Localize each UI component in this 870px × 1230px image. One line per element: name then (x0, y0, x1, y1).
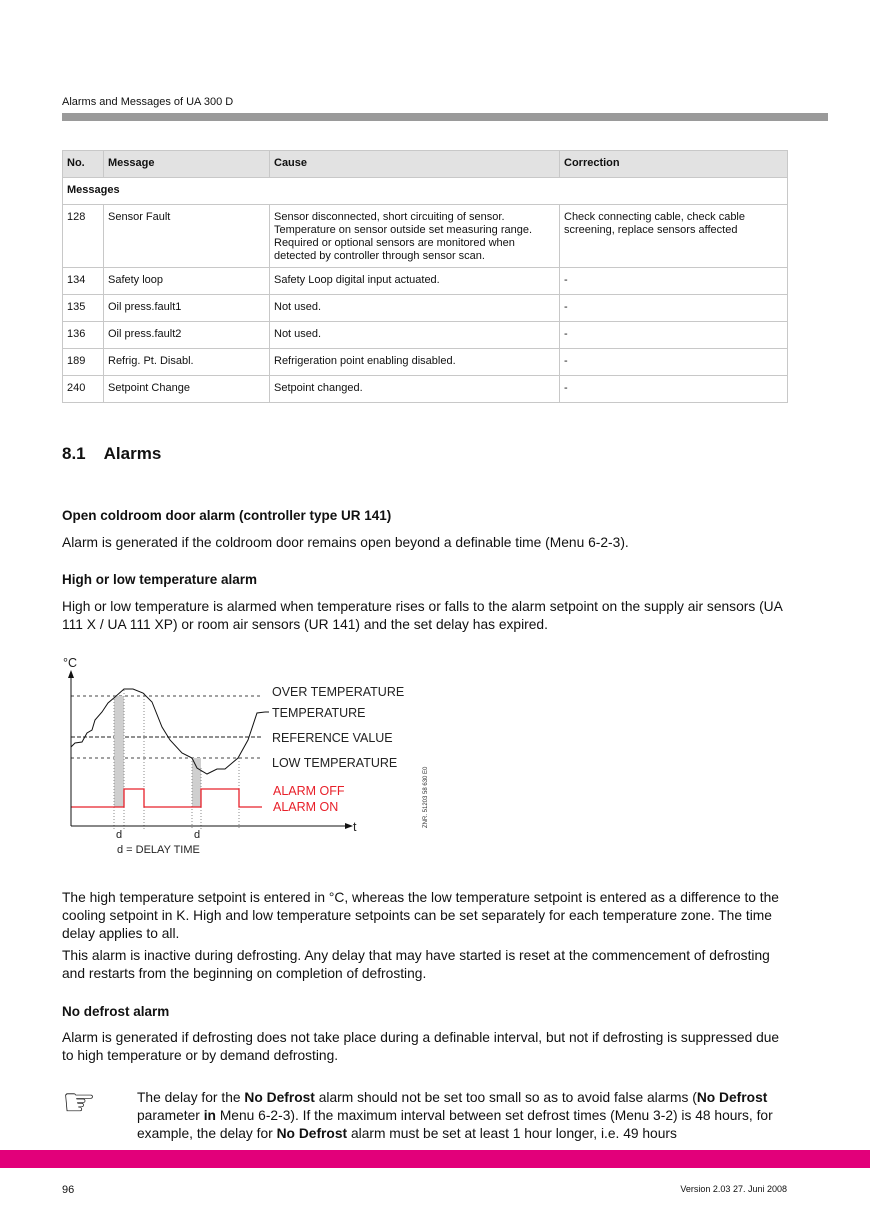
y-unit: °C (63, 656, 78, 670)
temperature-curve (71, 689, 265, 774)
table-row (63, 322, 788, 349)
table-row (63, 295, 788, 322)
cell-message: Sensor Fault (104, 205, 270, 268)
table-row (63, 349, 788, 376)
section-heading (62, 444, 179, 464)
defrost-heading: No defrost alarm (62, 1004, 170, 1019)
cell-message: Oil press.fault2 (104, 322, 270, 349)
table-row (63, 376, 788, 403)
cell-message: Safety loop (104, 268, 270, 295)
col-no: No. (63, 151, 104, 178)
door-heading: Open coldroom door alarm (controller type UR 141) (62, 508, 392, 523)
cell-cause: Setpoint changed. (270, 376, 560, 403)
running-header: Alarms and Messages of UA 300 D (62, 96, 234, 108)
label-alarm-off: ALARM OFF (273, 784, 345, 798)
alarm-signal (71, 789, 262, 807)
label-reference: REFERENCE VALUE (272, 731, 393, 745)
delay-shade-1 (114, 696, 124, 807)
x-unit: t (353, 820, 357, 834)
label-over: OVER TEMPERATURE (272, 685, 405, 699)
col-correction: Correction (560, 151, 788, 178)
delay-legend: d = DELAY TIME (117, 844, 200, 856)
header-bar (62, 113, 828, 121)
y-axis-arrow-icon (68, 670, 74, 678)
cell-cause: Refrigeration point enabling disabled. (270, 349, 560, 376)
footer-bar (0, 1150, 870, 1168)
cell-no: 134 (63, 268, 104, 295)
col-message: Message (104, 151, 270, 178)
delay-shade-2 (192, 758, 201, 807)
cell-no: 189 (63, 349, 104, 376)
cell-message: Oil press.fault1 (104, 295, 270, 322)
pointing-hand-icon: ☞ (62, 1082, 97, 1124)
temperature-alarm-diagram (55, 650, 445, 860)
version-info: Version 2.03 27. Juni 2008 (680, 1184, 787, 1194)
cell-cause: Not used. (270, 322, 560, 349)
cell-no: 135 (63, 295, 104, 322)
cell-message: Refrig. Pt. Disabl. (104, 349, 270, 376)
x-axis-arrow-icon (345, 823, 353, 829)
note-text: The delay for the No Defrost alarm should not be set too small so as to avoid false alarms (No Defrost parameter in Menu 6-2-3). If the maximum interval between set defrost times (Menu 3-2) is 48 hours, for example, the delay for No Defrost alarm must be set at least 1 hour longer, i.e. 49 hours (137, 1090, 773, 1141)
cell-no: 128 (63, 205, 104, 268)
cell-correction: Check connecting cable, check cable screening, replace sensors affected (560, 205, 788, 268)
temp-text-2: The high temperature setpoint is entered in °C, whereas the low temperature setpoint is entered as a difference to the cooling setpoint in K. High and low temperature setpoints can be set separately for each temperature zone. The time delay applies to all. (62, 890, 779, 941)
cell-cause: Not used. (270, 295, 560, 322)
label-alarm-on: ALARM ON (273, 800, 339, 814)
cell-cause: Safety Loop digital input actuated. (270, 268, 560, 295)
defrost-text: Alarm is generated if defrosting does not take place during a definable interval, but not if defrosting is suppressed due to high temperature or by demand defrosting. (62, 1030, 780, 1063)
figure-code: ZNR. 51203 58 630 E0 (423, 766, 429, 828)
cell-cause: Sensor disconnected, short circuiting of sensor. Temperature on sensor outside set measuring range. Required or optional sensors are monitored when detected by controller through sensor scan. (270, 205, 560, 268)
delay-label-2: d (194, 829, 201, 841)
cell-correction: - (560, 268, 788, 295)
section-title: Alarms (103, 444, 162, 463)
label-low: LOW TEMPERATURE (272, 756, 398, 770)
door-text: Alarm is generated if the coldroom door remains open beyond a definable time (Menu 6-2-3). (62, 535, 629, 550)
label-temperature: TEMPERATURE (272, 706, 366, 720)
temp-text: High or low temperature is alarmed when temperature rises or falls to the alarm setpoint on the supply air sensors (UA 111 X / UA 111 XP) or room air sensors (UR 141) and the set delay has expired. (62, 599, 783, 632)
cell-message: Setpoint Change (104, 376, 270, 403)
section-number: 8.1 (62, 444, 86, 463)
cell-no: 240 (63, 376, 104, 403)
page-number: 96 (62, 1184, 75, 1196)
temp-text-3: This alarm is inactive during defrosting. Any delay that may have started is reset at the commencement of defrosting and restarts from the beginning on completion of defrosting. (62, 948, 770, 981)
table-row (63, 205, 788, 268)
temp-heading: High or low temperature alarm (62, 572, 258, 587)
messages-table (62, 150, 788, 403)
cell-no: 136 (63, 322, 104, 349)
delay-label-1: d (116, 829, 123, 841)
table-row (63, 268, 788, 295)
cell-correction: - (560, 295, 788, 322)
cell-correction: - (560, 322, 788, 349)
section-row: Messages (63, 178, 788, 205)
col-cause: Cause (270, 151, 560, 178)
cell-correction: - (560, 349, 788, 376)
cell-correction: - (560, 376, 788, 403)
